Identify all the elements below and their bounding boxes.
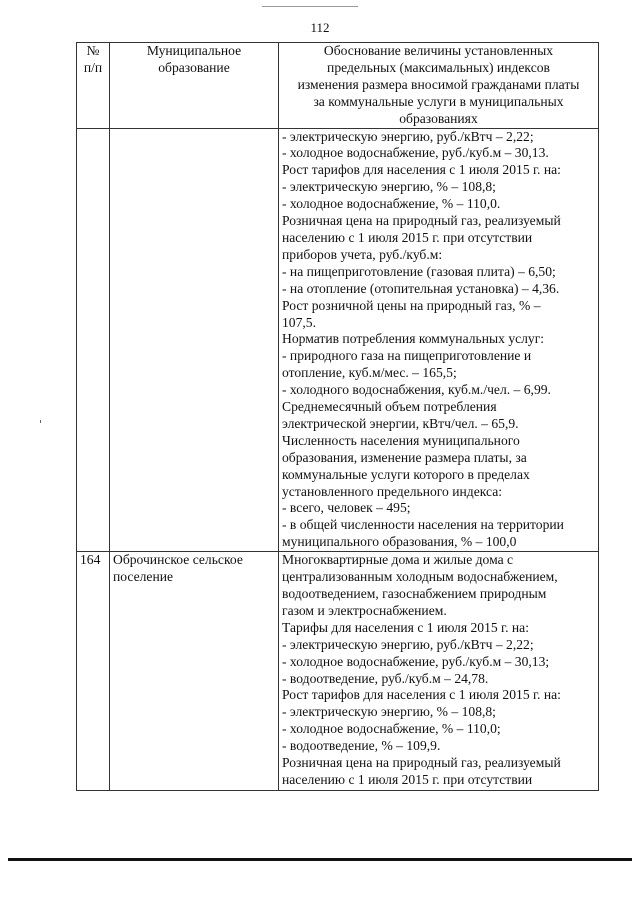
header-basis: Обоснование величины установленных предельных (максимальных) индексов изменения размера вносимой гражданами платы за коммунальные услуги в муниципальных образованиях [279,43,599,129]
table-row [77,128,599,552]
row-basis: - электрическую энергию, руб./кВтч – 2,22; - холодное водоснабжение, руб./куб.м – 30,13. Рост тарифов для населения с 1 июля 2015 г. на: - электрическую энергию, % – 108,8; - холодное водоснабжение, % – 110,0. Розничная цена на природный газ, реализуемый населению с 1 июля 2015 г. при отсутствии приборов учета, руб./куб.м: - на пищеприготовление (газовая плита) – 6,50; - на отопление (отопительная установка) – 4,36. Рост розничной цены на природный газ, % – 107,5. Норматив потребления коммунальных услуг: - природного газа на пищеприготовление и отопление, куб.м/мес. – 165,5; - холодного водоснабжения, куб.м./чел. – 6,99. Среднемесячный объем потребления электрической энергии, кВтч/чел. – 65,9. Численность населения муниципального образования, изменение размера платы, за коммунальные услуги которого в пределах установленного предельного индекса: - всего, человек – 495; - в общей численности населения на территории муниципального образования, % – 100,0 [279,128,599,552]
row-municipality: Оброчинское сельское поселение [110,552,279,791]
header-municipality: Муниципальное образование [110,43,279,129]
table-row [77,552,599,791]
row-number: 164 [77,552,110,791]
page-number: 112 [310,20,330,35]
row-municipality [110,128,279,552]
row-number [77,128,110,552]
bottom-scan-edge [8,858,632,861]
scan-speck [40,420,41,423]
table-header-row [77,43,599,129]
header-number: № п/п [77,43,110,129]
row-basis: Многоквартирные дома и жилые дома с централизованным холодным водоснабжением, водоотведением, газоснабжением природным газом и электроснабжением. Тарифы для населения с 1 июля 2015 г. на: - электрическую энергию, руб./кВтч – 2,22; - холодное водоснабжение, руб./куб.м – 30,13; - водоотведение, руб./куб.м – 24,78. Рост тарифов для населения с 1 июля 2015 г. на: - электрическую энергию, % – 108,8; - холодное водоснабжение, % – 110,0; - водоотведение, % – 109,9. Розничная цена на природный газ, реализуемый населению с 1 июля 2015 г. при отсутствии [279,552,599,791]
top-scan-rule [262,6,358,7]
municipal-index-table [76,42,599,791]
